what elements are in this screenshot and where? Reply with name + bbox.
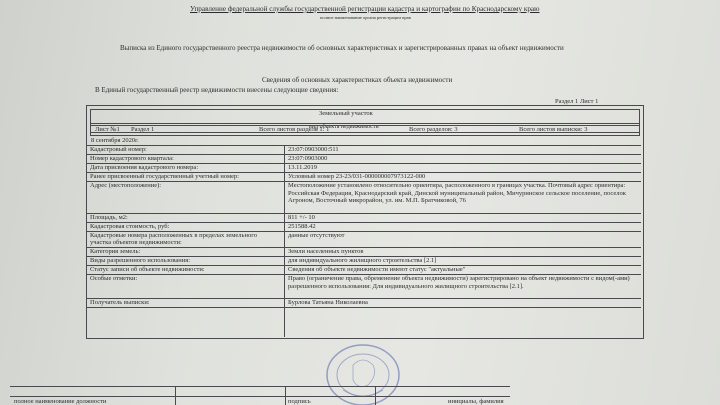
extract-title: Выписка из Единого государственного реестра недвижимости об основных характеристиках и зарегистрированных правах на объект недвижимости [120,44,564,52]
sheet-info-row [90,125,640,136]
sheet-number: Лист №1 [95,126,120,133]
row-label-recipient: Получатель выписки: [90,299,150,306]
official-stamp [318,335,408,405]
row-value-record-status: Сведения об объекте недвижимости имеют статус "актуальные" [288,266,466,273]
intro-text: В Единый государственный реестр недвижимости внесены следующие сведения: [95,86,339,94]
signature-line [10,386,510,387]
row-label-cadastral-value: Кадастровая стоимость, руб: [90,223,170,230]
row-value-address: Местоположение установлено относительно ориентира, расположенного в границах участка. Почтовый адрес ориентира: Российская Федерация, Краснодарский край, Динской муниципальный район, Мичуринское сельское поселение, поселок Агроном, Восточный микрорайон, ул. им. М.П. Братчиковой, 76 [288,182,626,204]
row-divider [87,307,641,308]
row-value-objects-within: данные отсутствуют [288,232,345,239]
total-sheets-extract: Всего листов выписки: 3 [519,126,588,133]
info-title: Сведения об основных характеристиках объекта недвижимости [262,76,453,84]
agency-title: Управление федеральной службы государственной регистрации кадастра и картографии по Краснодарскому краю [190,5,540,13]
row-value-land-category: Земли населенных пунктов [288,248,364,255]
object-type: Земельный участок [319,110,373,117]
row-label-record-status: Статус записи об объекте недвижимости: [90,266,205,273]
row-label-address: Адрес (местоположение): [90,182,162,189]
object-type-box [90,109,640,124]
object-type-caption: вид объекта недвижимости [309,124,379,130]
row-label-previous-number: Ранее присвоенный государственный учетный номер: [90,173,240,180]
row-label-objects-within: Кадастровые номера расположенных в пределах земельного участка объектов недвижимости: [90,232,257,246]
section-label: Раздел 1 Лист 1 [555,98,599,105]
signature-name-caption: инициалы, фамилия [448,398,504,405]
signature-sign-caption: подпись [288,398,311,405]
signature-caption-line [10,396,510,397]
row-value-recipient: Бурлова Татьяна Николаевна [288,299,368,306]
section-number: Раздел 1 [131,126,155,133]
agency-caption: полное наименование органа регистрации прав [320,15,411,20]
row-value-special-notes: Право (ограничение права, обременение объекта недвижимости) зарегистрировано на объект недвижимости с видом(-ами) разрешенного использования: Для индивидуального жилищного строительства [2.1]. [288,275,630,290]
row-label-cadastral-block: Номер кадастрового квартала: [90,155,174,162]
row-value-assignment-date: 13.11.2019 [288,164,318,171]
signature-position-caption: полное наименование должности [14,398,107,405]
row-value-cadastral-number: 23:07:0903000:511 [288,146,339,153]
row-label-assignment-date: Дата присвоения кадастрового номера: [90,164,199,171]
row-label-special-notes: Особые отметки: [90,275,138,282]
row-label-cadastral-number: Кадастровый номер: [90,146,147,153]
row-value-permitted-use: для индивидуального жилищного строительства [2.1] [288,257,437,264]
total-sheets-section: Всего листов раздела 1: 1 [259,126,330,133]
row-label-permitted-use: Виды разрешенного использования: [90,257,191,264]
row-value-cadastral-value: 251588.42 [288,223,316,230]
row-label-area: Площадь, м2: [90,214,128,221]
row-value-cadastral-block: 23:07:0903000 [288,155,328,162]
extract-date: 8 сентября 2020г. [91,137,139,144]
row-label-land-category: Категория земель: [90,248,141,255]
row-value-previous-number: Условный номер 23-23/031-000000007973122-000 [288,173,426,180]
column-divider [284,145,285,337]
row-value-area: 811 +/- 10 [288,214,315,221]
extract-table [86,105,644,339]
total-sections: Всего разделов: 3 [409,126,458,133]
